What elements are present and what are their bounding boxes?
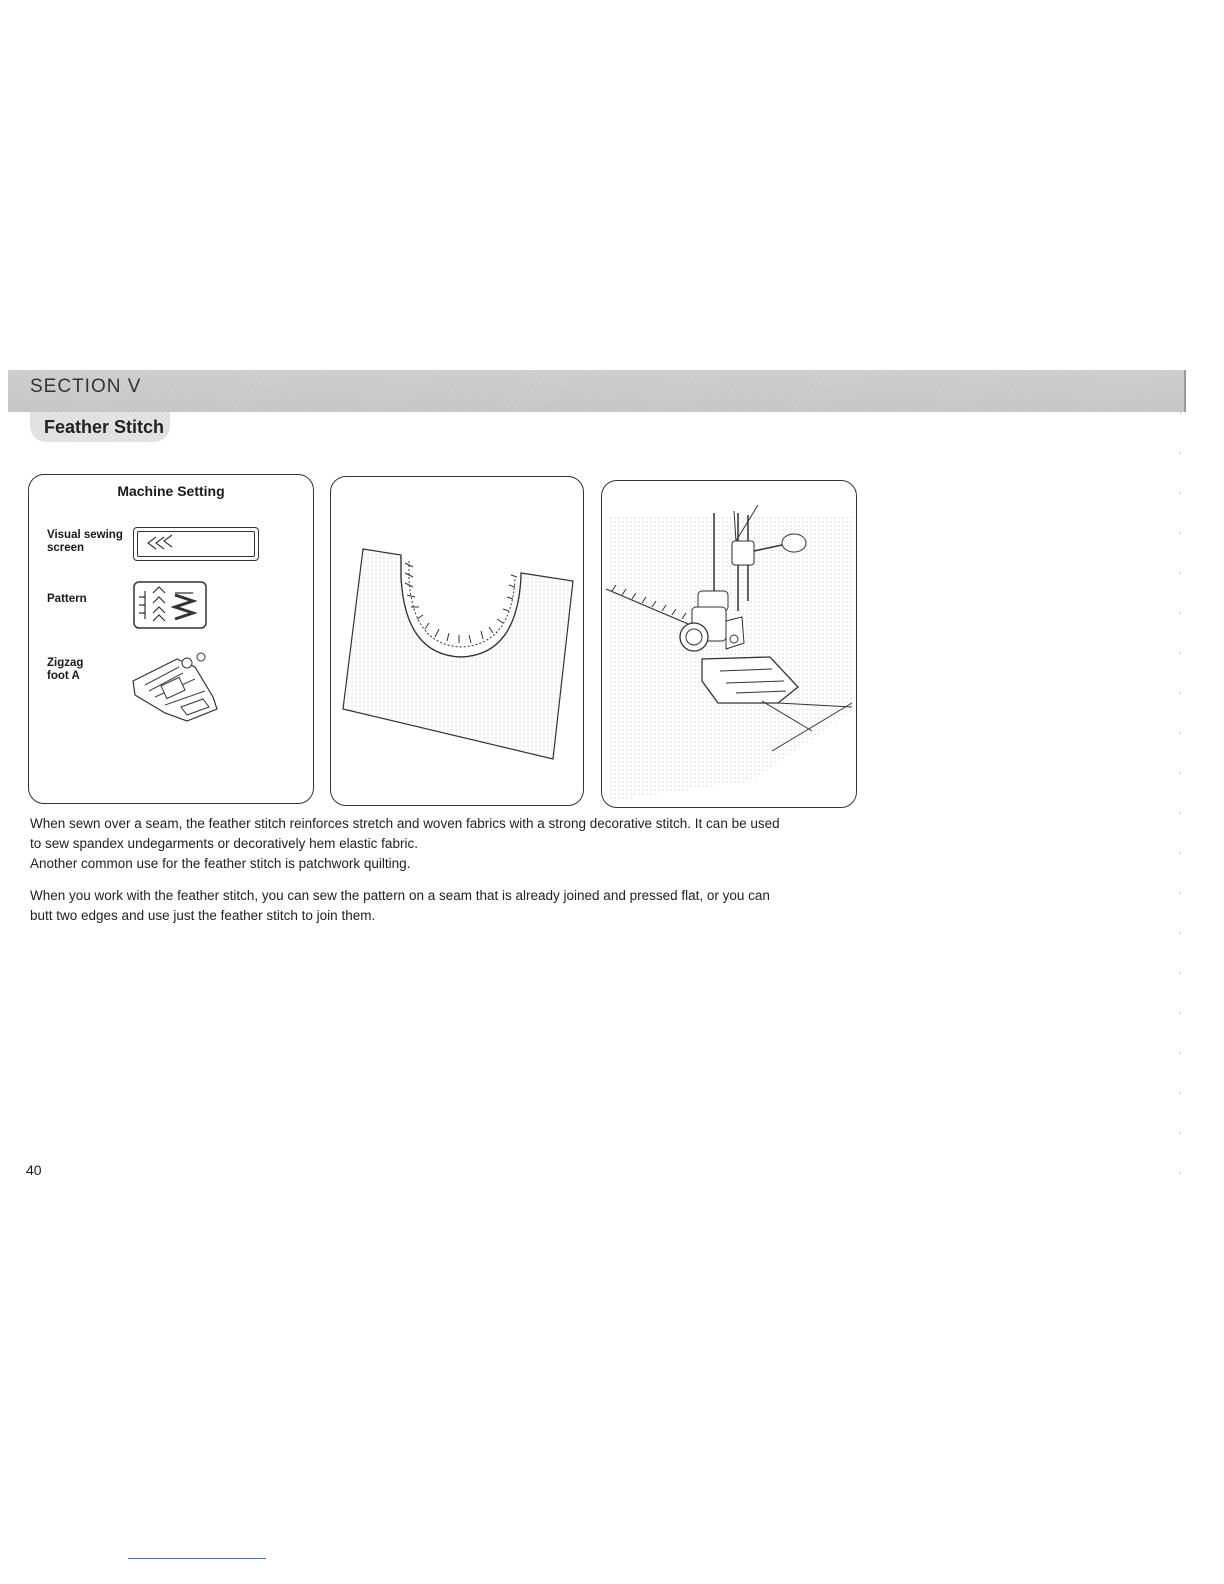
fabric-illustration-panel: [330, 476, 584, 806]
neckline-feather-stitch-illustration: [331, 477, 585, 807]
section-header-bar: [8, 370, 1186, 412]
machine-setting-panel: [28, 474, 314, 804]
machine-setting-title: Machine Setting: [117, 483, 225, 499]
page-title: Feather Stitch: [44, 417, 165, 437]
sewing-with-zigzag-foot-illustration: [602, 481, 858, 809]
visual-sewing-screen: [133, 527, 259, 561]
section-label: SECTION V: [30, 376, 142, 397]
scan-edge-marks: [1180, 412, 1181, 1212]
title-tab: [30, 412, 170, 442]
feather-stitch-pattern-icon: [133, 581, 207, 629]
description-paragraph-2: When you work with the feather stitch, you can sew the pattern on a seam that is already joined and pressed flat, or you can butt two edges and use just the feather stitch to join them.: [30, 888, 770, 923]
description-paragraph-1: When sewn over a seam, the feather stitch reinforces stretch and woven fabrics with a strong decorative stitch. It can be used to sew spandex undegarments or decoratively hem elastic fabric. Another common use for the feather stitch is patchwork quilting.: [30, 816, 780, 871]
footer-rule: [128, 1558, 266, 1559]
pattern-label: Pattern: [47, 593, 87, 605]
zigzag-foot-label: Zigzag foot A: [47, 657, 84, 682]
zigzag-foot-icon: [125, 651, 221, 727]
visual-sewing-screen-label: Visual sewing screen: [47, 529, 123, 554]
page-number: 40: [26, 1162, 42, 1178]
feather-stitch-display-icon: [144, 531, 180, 553]
sewing-machine-panel: [601, 480, 857, 808]
